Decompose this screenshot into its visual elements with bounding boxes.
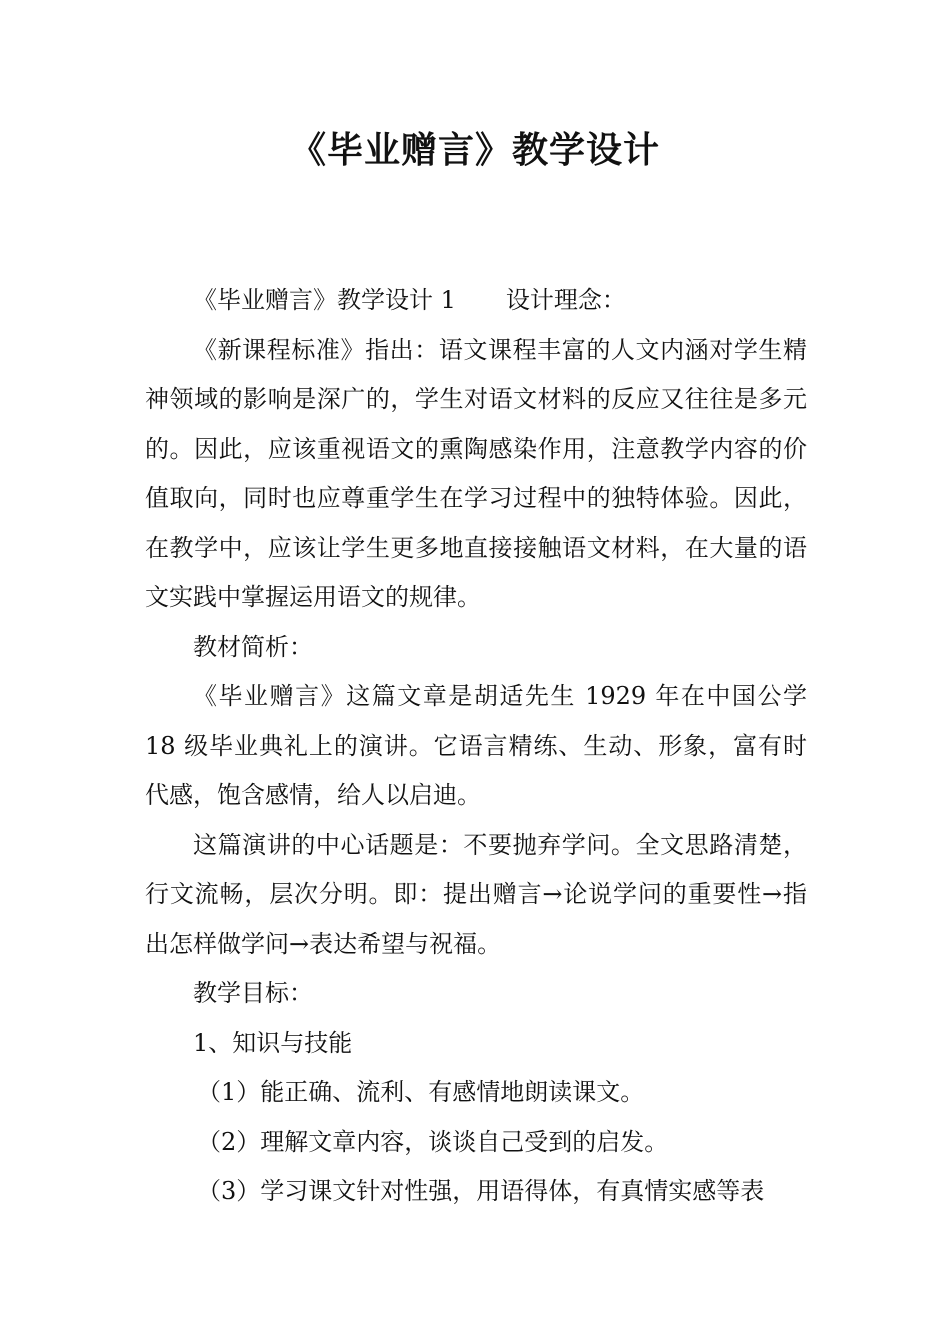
paragraph-knowledge-skills: 1、知识与技能 (193, 1028, 353, 1057)
paragraph-teaching-goals-heading: 教学目标： (193, 979, 313, 1007)
section-heading: 《毕业赠言》教学设计 1 (193, 286, 456, 314)
document-title: 《毕业赠言》教学设计 (289, 130, 660, 171)
paragraph-curriculum-standard: 《新课程标准》指出：语文课程丰富的人文内涵对学生精神领域的影响是深广的，学生对语文材料的反应又往往是多元的。因此，应该重视语文的熏陶感染作用，注意教学内容的价值取向，同时也应尊重学生在学习过程中的独特体验。因此，在教学中，应该让学生更多地直接接触语文材料，在大量的语文实践中掌握运用语文的规律。 (145, 335, 807, 611)
list-item: （2）理解文章内容，谈谈自己受到的启发。 (197, 1127, 669, 1156)
paragraph-textbook-analysis: 《毕业赠言》这篇文章是胡适先生 1929 年在中国公学 18 级毕业典礼上的演讲。它语言精练、生动、形象，富有时代感，饱含感情，给人以启迪。 (145, 682, 807, 809)
paragraph-textbook-analysis-heading: 教材简析： (193, 632, 313, 661)
paragraph-speech-topic: 这篇演讲的中心话题是：不要抛弃学问。全文思路清楚，行文流畅，层次分明。即：提出赠言→论说学问的重要性→指出怎样做学问→表达希望与祝福。 (145, 830, 807, 958)
section-header-line (145, 276, 807, 326)
list-item: （1）能正确、流利、有感情地朗读课文。 (197, 1078, 645, 1106)
design-concept-label: 设计理念： (505, 286, 626, 314)
list-item: （3）学习课文针对性强，用语得体，有真情实感等表 (197, 1177, 765, 1205)
document-body (145, 276, 807, 1217)
